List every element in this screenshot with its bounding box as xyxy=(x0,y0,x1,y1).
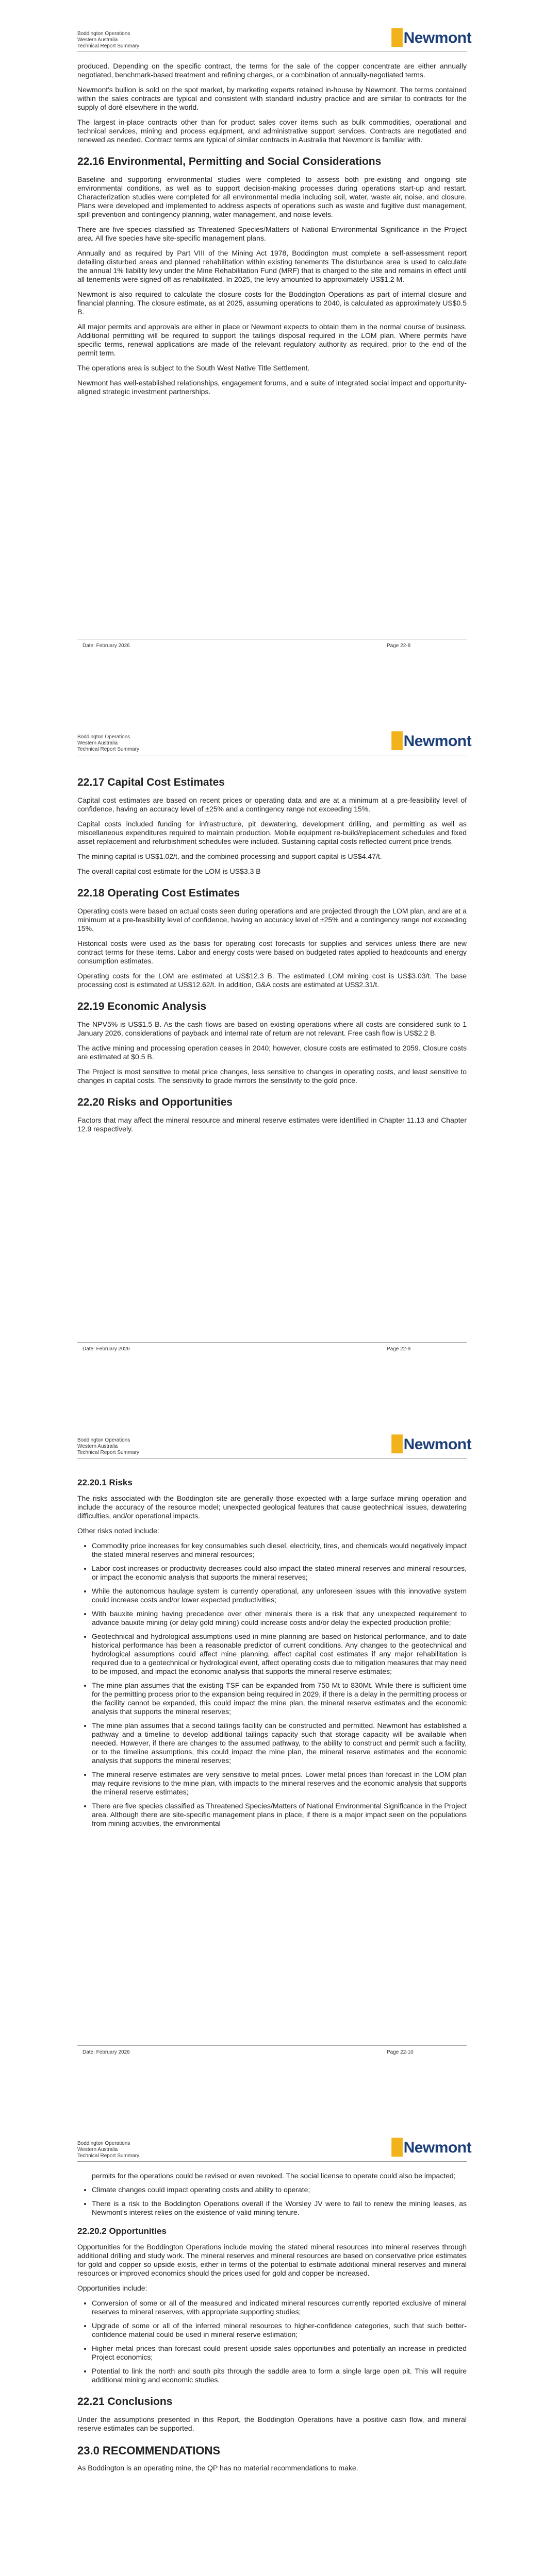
paragraph: The largest in-place contracts other than for product sales cover items such as bulk commodities, operational and technical services, mining and process equipment, and administrative support services. Contracts are negotiated and renewed as needed. Contract terms are typical of similar contracts in Australia that Newmont is familiar with. xyxy=(77,118,467,144)
header-report-type: Technical Report Summary xyxy=(77,1450,140,1455)
page-header xyxy=(77,1437,139,1456)
newmont-logo: ▉Newmont xyxy=(392,733,472,750)
paragraph: The Project is most sensitive to metal price changes, less sensitive to changes in operating costs, and least sensitive to changes in capital costs. The sensitivity to grade mirrors the sensitivity to the gold price. xyxy=(77,1067,467,1084)
paragraph: There are five species classified as Threatened Species/Matters of National Environmental Significance in the Project area. All five species have site-specific management plans. xyxy=(77,225,467,242)
paragraph: All major permits and approvals are either in place or Newmont expects to obtain them in the normal course of business. Additional permitting will be required to support the tailings disposal required in the LOM plan. Where permits have specific terms, renewal applications are made of the relevant regulatory authority as required, prior to the end of the permit term. xyxy=(77,323,467,357)
paragraph: The overall capital cost estimate for the LOM is US$3.3 B xyxy=(77,867,261,875)
paragraph: Operating costs were based on actual costs seen during operations and are projected through the LOM plan, and are at a minimum at a pre-feasibility level of confidence, having an accuracy level of ±25% and a contingency range not exceeding 15%. xyxy=(77,907,467,933)
section-heading: 22.17 Capital Cost Estimates xyxy=(77,776,225,788)
paragraph: produced. Depending on the specific contract, the terms for the sale of the copper concentrate are either annually negotiated, benchmark-based treatment and refining charges, or a combination of annually-negotiated terms. xyxy=(77,62,467,79)
header-location: Western Australia xyxy=(77,2147,118,2153)
section-heading: 22.16 Environmental, Permitting and Social Considerations xyxy=(77,156,382,167)
list-item: • There is a risk to the Boddington Operations overall if the Worsley JV were to fail to renew the mining leases, as Newmont's interest relies on the existence of valid mining tenure. xyxy=(92,2199,467,2217)
paragraph: Opportunities for the Boddington Operations include moving the stated mineral resources into mineral reserves through additional drilling and study work. The mineral reserves and mineral resources are based on conservative price estimates for gold and copper so upside exists, either in terms of the potential to estimate additional mineral reserves and mineral resources or improved economics should the prices used for gold and copper be increased. xyxy=(77,2243,467,2277)
newmont-logo: ▉Newmont xyxy=(392,1436,472,1453)
paragraph: Newmont is also required to calculate the closure costs for the Boddington Operations as part of internal closure and financial planning. The closure estimate, as at 2025, assuming operations to 2040, is calculated as approximately US$0.5 B. xyxy=(77,290,467,316)
footer-page-number: Page 22-10 xyxy=(387,2049,414,2055)
report-page-1 xyxy=(0,0,544,703)
footer-page-number: Page 22-9 xyxy=(387,1346,411,1352)
paragraph: Newmont's bullion is sold on the spot market, by marketing experts retained in-house by Newmont. The terms contained within the sales contracts are typical and consistent with standard industry practice and are similar to contracts for the supply of doré elsewhere in the world. xyxy=(77,86,467,111)
risk-list xyxy=(77,2185,467,2217)
report-page-3 xyxy=(0,1406,544,2110)
header-report-type: Technical Report Summary xyxy=(77,43,140,49)
header-report-type: Technical Report Summary xyxy=(77,2153,140,2159)
paragraph: Capital cost estimates are based on recent prices or operating data and are at a minimum at a pre-feasibility level of confidence, having an accuracy level of ±25% and a contingency range not exceeding 15%. xyxy=(77,796,467,813)
page-body xyxy=(77,2172,467,2479)
paragraph: Capital costs included funding for infrastructure, pit dewatering, development drilling, and permitting as well as miscellaneous expenditures required to maintain production. Mobile equipment re-build/replacement schedules and fixed asset replacement and refurbishment schedules were included. Sustaining capital costs reflected current price trends. xyxy=(77,820,467,845)
list-item: • Commodity price increases for key consumables such diesel, electricity, tires, and chemicals would negatively impact the stated mineral reserves and mineral resources; xyxy=(92,1541,467,1559)
footer-divider xyxy=(77,2045,467,2046)
section-heading: 22.20 Risks and Opportunities xyxy=(77,1096,233,1108)
opportunity-list xyxy=(77,2299,467,2384)
paragraph: Opportunities include: xyxy=(77,2284,147,2292)
footer-date: Date: February 2026 xyxy=(83,643,130,649)
header-company: Boddington Operations xyxy=(77,734,130,740)
header-location: Western Australia xyxy=(77,1444,118,1449)
section-heading: 22.21 Conclusions xyxy=(77,2396,173,2408)
footer-divider xyxy=(77,1342,467,1343)
paragraph: As Boddington is an operating mine, the QP has no material recommendations to make. xyxy=(77,2464,358,2472)
list-item: • With bauxite mining having precedence over other minerals there is a risk that any unexpected requirement to advance bauxite mining (or delay gold mining) could increase costs and/or delay the expected production profile; xyxy=(92,1609,467,1627)
section-heading: 22.18 Operating Cost Estimates xyxy=(77,887,240,899)
chapter-heading: 23.0 RECOMMENDATIONS xyxy=(77,2444,221,2457)
paragraph: The active mining and processing operation ceases in 2040; however, closure costs are estimated to 2059. Closure costs are estimated at $0.5 B. xyxy=(77,1044,467,1061)
newmont-logo: ▉Newmont xyxy=(392,2139,472,2156)
header-company: Boddington Operations xyxy=(77,31,130,37)
list-item: • Labor cost increases or productivity decreases could also impact the stated mineral reserves and mineral resources, or impact the economic analysis that supports the mineral reserves; xyxy=(92,1564,467,1582)
subsection-heading: 22.20.2 Opportunities xyxy=(77,2226,167,2236)
paragraph: Historical costs were used as the basis for operating cost forecasts for supplies and services unless there are new contract terms for these items. Labor and energy costs were based on budgeted rates applied to headcounts and energy consumption estimates. xyxy=(77,939,467,965)
list-item: • There are five species classified as Threatened Species/Matters of National Environmental Significance in the Project area. Although there are site-specific management plans in place, if there is a major impact seen on the populations from mining activities, the environmental xyxy=(92,1802,467,1828)
page-header xyxy=(77,734,139,753)
logo-mark-icon: ▉ xyxy=(392,1436,404,1453)
list-item: • The mineral reserve estimates are very sensitive to metal prices. Lower metal prices than forecast in the LOM plan may require revisions to the mine plan, with impacts to the mineral reserves and the economic analysis that supports the mineral reserve estimates; xyxy=(92,1770,467,1797)
paragraph: The operations area is subject to the South West Native Title Settlement. xyxy=(77,364,310,372)
header-divider xyxy=(77,1458,467,1459)
footer-date: Date: February 2026 xyxy=(83,1346,130,1352)
logo-mark-icon: ▉ xyxy=(392,2139,404,2156)
paragraph: Factors that may affect the mineral resource and mineral reserve estimates were identified in Chapter 11.13 and Chapter 12.9 respectively. xyxy=(77,1116,467,1133)
subsection-heading: 22.20.1 Risks xyxy=(77,1478,133,1487)
paragraph: Baseline and supporting environmental studies were completed to assess both pre-existing and ongoing site environmental conditions, as well as to support decision-making processes during operations start-up and restart. Characterization studies were completed for all environmental media including soil, water, waste air, noise, and closure. Plans were developed and implemented to address aspects of operations such as waste and fugitive dust management, spill prevention and contingency planning, water management, and noise levels. xyxy=(77,175,467,218)
report-page-4 xyxy=(0,2110,544,2576)
paragraph: Operating costs for the LOM are estimated at US$12.3 B. The estimated LOM mining cost is US$3.03/t. The base processing cost is estimated at US$12.62/t. In addition, G&A costs are estimated at US$2.31/t. xyxy=(77,972,467,989)
paragraph: Annually and as required by Part VIII of the Mining Act 1978, Boddington must complete a self-assessment report detailing disturbed areas and planned rehabilitation within existing tenements The disturbance area is used to calculate the annual 1% liability levy under the Mine Rehabilitation Fund (MRF) that is charged to the site and remains in effect until all tenements were signed off as rehabilitated. In 2025, the levy amounted to approximately US$1.2 M. xyxy=(77,249,467,283)
page-body xyxy=(77,62,467,402)
header-report-type: Technical Report Summary xyxy=(77,747,140,752)
section-heading: 22.19 Economic Analysis xyxy=(77,1001,207,1012)
logo-mark-icon: ▉ xyxy=(392,733,404,750)
paragraph: The NPV5% is US$1.5 B. As the cash flows are based on existing operations where all costs are considered sunk to 1 January 2026, considerations of payback and internal rate of return are not relevant. Free cash flow is US$2.2 B. xyxy=(77,1020,467,1037)
paragraph: The risks associated with the Boddington site are generally those expected with a large surface mining operation and include the accuracy of the resource model; unexpected geological features that cause geotechnical issues, dewatering difficulties, and/or operational impacts. xyxy=(77,1494,467,1520)
paragraph: Newmont has well-established relationships, engagement forums, and a suite of integrated social impact and opportunity-aligned strategic investment partnerships. xyxy=(77,379,467,396)
page-header xyxy=(77,2141,139,2159)
list-item: • Upgrade of some or all of the inferred mineral resources to higher-confidence categories, such that such better-confidence material could be used in mineral reserve estimation; xyxy=(92,2321,467,2339)
report-page-2 xyxy=(0,703,544,1406)
page-body xyxy=(77,765,467,1140)
list-item: • Potential to link the north and south pits through the saddle area to form a single large open pit. This will require additional mining and economic studies. xyxy=(92,2367,467,2384)
paragraph: Other risks noted include: xyxy=(77,1527,159,1535)
list-item: • The mine plan assumes that a second tailings facility can be constructed and permitted. Newmont has established a pathway and a timeline to develop additional tailings capacity such that storage capacity will be available when needed. However, if there are changes to the assumed pathway, to the ability to construct and permit such a facility, or to the timeline assumptions, this could impact the mine plan, the mineral reserve estimates and the economic analysis that supports the mineral reserves; xyxy=(92,1721,467,1765)
list-item: • While the autonomous haulage system is currently operational, any unforeseen issues with this innovative system could increase costs and/or lower expected productivities; xyxy=(92,1587,467,1604)
risk-list-continued xyxy=(77,2172,467,2180)
page-body xyxy=(77,1468,467,1833)
footer-page-number: Page 22-8 xyxy=(387,643,411,649)
risk-list xyxy=(77,1541,467,1828)
header-company: Boddington Operations xyxy=(77,1437,130,1443)
list-item: • The mine plan assumes that the existing TSF can be expanded from 750 Mt to 830Mt. While there is sufficient time for the permitting process prior to the expansion being required in 2029, if there is a delay in the permitting process or the facility cannot be expanded, this could impact the mine plan, the mineral reserve estimates and the economic analysis that supports the mineral reserves; xyxy=(92,1681,467,1716)
list-item: • Geotechnical and hydrological assumptions used in mine planning are based on historical performance, and to date historical performance has been a reasonable predictor of current conditions. Any changes to the geotechnical and hydrological assumptions could affect mine planning, affect capital cost estimates if any major rehabilitation is required due to a geotechnical or hydrological event, affect operating costs due to mitigation measures that may need to be imposed, and impact the economic analysis that supports the mineral reserve estimates; xyxy=(92,1632,467,1676)
list-item: • Higher metal prices than forecast could present upside sales opportunities and potentially an increase in predicted Project economics; xyxy=(92,2344,467,2362)
page-header xyxy=(77,31,139,49)
footer-date: Date: February 2026 xyxy=(83,2049,130,2055)
list-item: • Climate changes could impact operating costs and ability to operate; xyxy=(92,2185,467,2194)
header-divider xyxy=(77,2161,467,2162)
header-company: Boddington Operations xyxy=(77,2141,130,2146)
newmont-logo: ▉Newmont xyxy=(392,29,472,46)
list-item-continued: permits for the operations could be revised or even revoked. The social license to operate could also be impacted; xyxy=(92,2172,456,2180)
logo-mark-icon: ▉ xyxy=(392,29,404,46)
header-location: Western Australia xyxy=(77,740,118,746)
list-item: • Conversion of some or all of the measured and indicated mineral resources currently reported exclusive of mineral reserves to mineral reserves, with appropriate supporting studies; xyxy=(92,2299,467,2316)
paragraph: Under the assumptions presented in this Report, the Boddington Operations have a positive cash flow, and mineral reserve estimates can be supported. xyxy=(77,2415,467,2432)
paragraph: The mining capital is US$1.02/t, and the combined processing and support capital is US$4.47/t. xyxy=(77,852,382,860)
header-location: Western Australia xyxy=(77,37,118,43)
